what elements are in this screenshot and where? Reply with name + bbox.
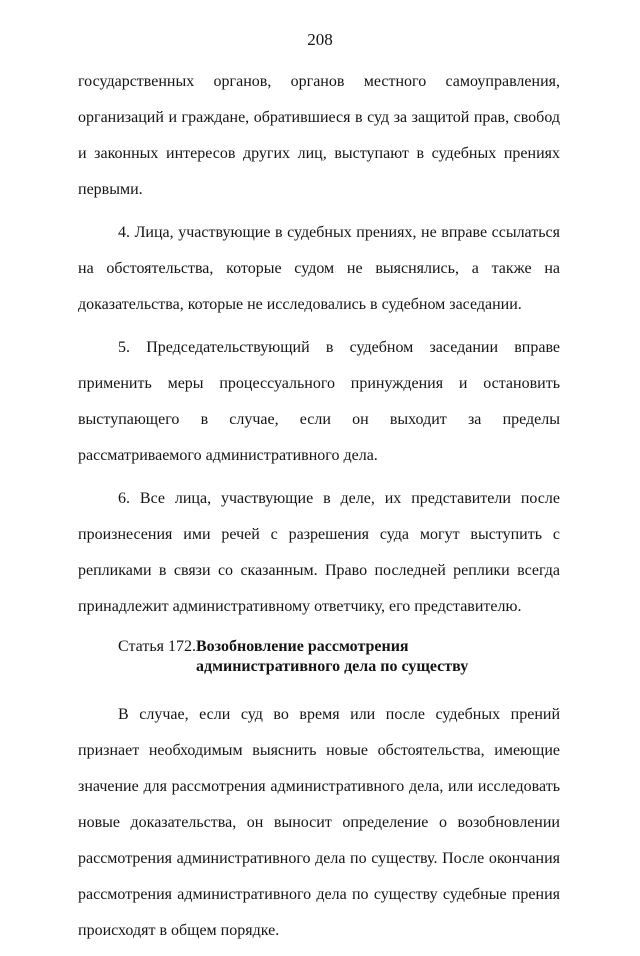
paragraph-item-5: 5. Председательствующий в судебном заседании вправе применить меры процессуального принуждения и остановить выступающего в случае, если он выходит за пределы рассматриваемого административного дела. <box>78 339 560 464</box>
paragraph-continuation: государственных органов, органов местного самоуправления, организаций и граждане, обратившиеся в суд за защитой прав, свобод и законных интересов других лиц, выступают в судебных прениях первыми. <box>78 73 560 198</box>
paragraph-item-4: 4. Лица, участвующие в судебных прениях, не вправе ссылаться на обстоятельства, которые судом не выяснялись, а также на доказательства, которые не исследовались в судебном заседании. <box>78 224 560 313</box>
article-title: Возобновление рассмотрения административного дела по существу <box>195 638 469 675</box>
article-number: Статья 172. <box>118 638 196 655</box>
article-heading <box>118 637 560 677</box>
article-body: В случае, если суд во время или после судебных прений признает необходимым выяснить новые обстоятельства, имеющие значение для рассмотрения административного дела, или исследовать новые доказательства, он выносит определение о возобновлении рассмотрения административного дела по существу. После окончания рассмотрения административного дела по существу судебные прения происходят в общем порядке. <box>78 706 560 939</box>
paragraph-item-6: 6. Все лица, участвующие в деле, их представители после произнесения ими речей с разрешения суда могут выступить с репликами в связи со сказанным. Право последней реплики всегда принадлежит административному ответчику, его представителю. <box>78 490 560 615</box>
document-body <box>78 64 560 956</box>
page-number: 208 <box>307 30 333 49</box>
